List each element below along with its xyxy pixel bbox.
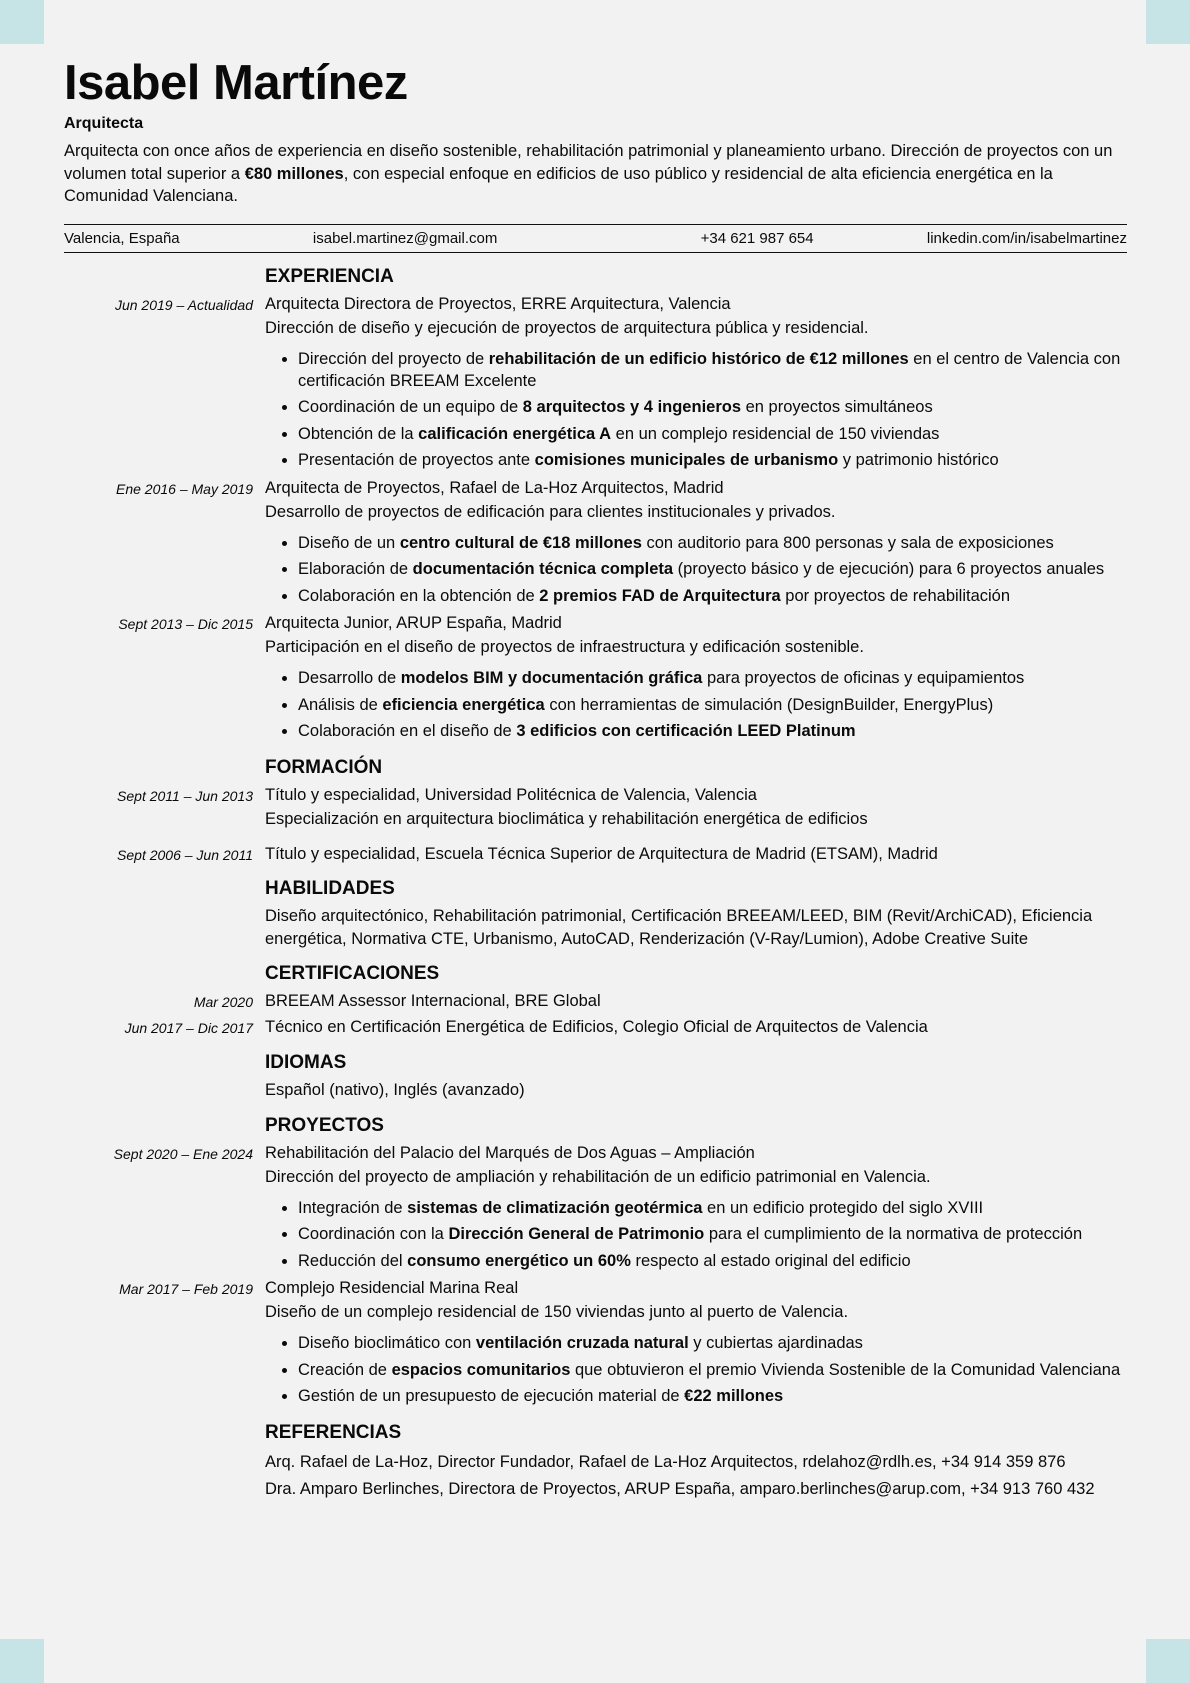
bullet-item: • Análisis de eficiencia energética con herramientas de simulación (DesignBuilder, EnergyPlus) xyxy=(298,694,1127,716)
reference-item: Arq. Rafael de La-Hoz, Director Fundador, Rafael de La-Hoz Arquitectos, rdelahoz@rdlh.es, +34 914 359 876 xyxy=(265,1453,1066,1471)
summary-text: Arquitecta con once años de experiencia en diseño sostenible, rehabilitación patrimonial y planeamiento urbano. Dirección de proyectos con un volumen total superior a xyxy=(64,142,1113,183)
entry-description: Especialización en arquitectura bioclimática y rehabilitación energética de edificios xyxy=(265,810,868,828)
project-entry xyxy=(119,1276,1127,1407)
entry-description: Diseño de un complejo residencial de 150 viviendas junto al puerto de Valencia. xyxy=(265,1303,849,1321)
section-title: CERTIFICACIONES xyxy=(265,963,440,984)
section-title: IDIOMAS xyxy=(265,1052,347,1073)
certifications-section xyxy=(64,962,1127,1039)
candidate-role: Arquitecta xyxy=(64,115,144,132)
bullet-item: • Dirección del proyecto de rehabilitación de un edificio histórico de €12 millones en el centro de Valencia con certificación BREEAM Excelente xyxy=(298,348,1127,392)
entry-date: Ene 2016 – May 2019 xyxy=(116,480,253,497)
summary-highlight: €80 millones xyxy=(244,164,344,183)
entry-date: Sept 2006 – Jun 2011 xyxy=(117,847,253,863)
corner-decoration xyxy=(1146,1639,1190,1683)
reference-item: Dra. Amparo Berlinches, Directora de Proyectos, ARUP España, amparo.berlinches@arup.com, +34 913 760 432 xyxy=(265,1480,1095,1498)
section-title: HABILIDADES xyxy=(265,878,395,899)
section-title: EXPERIENCIA xyxy=(265,265,394,287)
corner-decoration xyxy=(1146,0,1190,44)
bullet-item: • Coordinación con la Dirección General de Patrimonio para el cumplimiento de la normativa de protección xyxy=(298,1223,1127,1245)
contact-email[interactable]: isabel.martinez@gmail.com xyxy=(312,229,498,247)
section-title: FORMACIÓN xyxy=(265,757,383,778)
entry-date: Sept 2020 – Ene 2024 xyxy=(113,1145,253,1162)
bullet-item: • Diseño de un centro cultural de €18 millones con auditorio para 800 personas y sala de exposiciones xyxy=(298,532,1127,554)
contact-bar xyxy=(64,224,1127,253)
certification-name: Técnico en Certificación Energética de Edificios, Colegio Oficial de Arquitectos de Valencia xyxy=(265,1018,928,1036)
bullet-item: • Integración de sistemas de climatización geotérmica en un edificio protegido del siglo XVIII xyxy=(298,1197,1127,1219)
certification-entry xyxy=(193,989,1127,1013)
bullet-item: • Presentación de proyectos ante comisiones municipales de urbanismo y patrimonio histórico xyxy=(298,449,1127,471)
entry-date: Mar 2020 xyxy=(193,994,253,1010)
skills-section xyxy=(64,877,1127,950)
bullet-list xyxy=(265,348,1127,472)
experience-section xyxy=(64,265,1127,743)
projects-section xyxy=(64,1114,1127,1408)
summary-text: , con especial enfoque en edificios de uso público y residencial de alta eficiencia energética en la Comunidad Valenciana. xyxy=(64,164,1053,205)
contact-linkedin[interactable]: linkedin.com/in/isabelmartinez xyxy=(926,229,1127,247)
entry-date: Jun 2019 – Actualidad xyxy=(114,296,253,313)
entry-description: Dirección del proyecto de ampliación y rehabilitación de un edificio patrimonial en Valencia. xyxy=(265,1167,931,1186)
references-section xyxy=(64,1421,1127,1503)
bullet-item: • Reducción del consumo energético un 60% respecto al estado original del edificio xyxy=(298,1250,1127,1272)
entry-date: Sept 2011 – Jun 2013 xyxy=(117,788,253,804)
resume xyxy=(64,52,1127,1503)
entry-description: Dirección de diseño y ejecución de proyectos de arquitectura pública y residencial. xyxy=(265,318,869,337)
entry-description: Desarrollo de proyectos de edificación para clientes institucionales y privados. xyxy=(265,502,836,521)
entry-position: Arquitecta Junior, ARUP España, Madrid xyxy=(265,614,562,632)
bullet-item: • Diseño bioclimático con ventilación cruzada natural y cubiertas ajardinadas xyxy=(298,1332,1127,1354)
entry-date: Mar 2017 – Feb 2019 xyxy=(119,1281,253,1297)
entry-degree: Título y especialidad, Universidad Politécnica de Valencia, Valencia xyxy=(265,786,757,804)
candidate-name: Isabel Martínez xyxy=(64,56,408,110)
experience-entry xyxy=(114,292,1127,472)
languages-list: Español (nativo), Inglés (avanzado) xyxy=(265,1081,525,1099)
entry-position: Arquitecta Directora de Proyectos, ERRE Arquitectura, Valencia xyxy=(265,294,731,313)
bullet-list xyxy=(265,667,1127,742)
contact-phone[interactable]: +34 621 987 654 xyxy=(700,229,814,247)
entry-date: Jun 2017 – Dic 2017 xyxy=(124,1020,253,1036)
experience-entry xyxy=(116,476,1127,607)
bullet-item: • Gestión de un presupuesto de ejecución material de €22 millones xyxy=(298,1385,1127,1407)
bullet-list xyxy=(265,1332,1127,1407)
bullet-list xyxy=(265,1197,1127,1272)
certification-entry xyxy=(124,1015,1127,1039)
bullet-item: • Colaboración en la obtención de 2 premios FAD de Arquitectura por proyectos de rehabilitación xyxy=(298,585,1127,607)
section-title: PROYECTOS xyxy=(265,1114,384,1136)
project-entry xyxy=(113,1141,1127,1272)
bullet-item: • Desarrollo de modelos BIM y documentación gráfica para proyectos de oficinas y equipamientos xyxy=(298,667,1127,689)
bullet-item: • Obtención de la calificación energética A en un complejo residencial de 150 viviendas xyxy=(298,423,1127,445)
corner-decoration xyxy=(0,1639,44,1683)
bullet-item: • Elaboración de documentación técnica completa (proyecto básico y de ejecución) para 6 proyectos anuales xyxy=(298,558,1127,580)
education-section xyxy=(64,756,1127,866)
education-entry xyxy=(117,842,1127,866)
section-title: REFERENCIAS xyxy=(265,1422,402,1443)
skills-list: Diseño arquitectónico, Rehabilitación patrimonial, Certificación BREEAM/LEED, BIM (Revit/ArchiCAD), Eficiencia energética, Normativa CTE, Urbanismo, AutoCAD, Renderización (V-Ray/Lumion), Adobe Creative Suite xyxy=(265,907,1093,948)
entry-position: Arquitecta de Proyectos, Rafael de La-Hoz Arquitectos, Madrid xyxy=(265,478,724,497)
project-name: Rehabilitación del Palacio del Marqués de Dos Aguas – Ampliación xyxy=(265,1143,755,1162)
entry-degree: Título y especialidad, Escuela Técnica Superior de Arquitectura de Madrid (ETSAM), Madrid xyxy=(265,845,938,863)
project-name: Complejo Residencial Marina Real xyxy=(265,1279,519,1297)
bullet-list xyxy=(265,532,1127,607)
certification-name: BREEAM Assessor Internacional, BRE Global xyxy=(265,992,601,1010)
languages-section xyxy=(64,1051,1127,1102)
bullet-item: • Colaboración en el diseño de 3 edificios con certificación LEED Platinum xyxy=(298,720,1127,742)
contact-location: Valencia, España xyxy=(64,229,180,247)
entry-date: Sept 2013 – Dic 2015 xyxy=(118,616,253,632)
education-entry xyxy=(117,783,1127,831)
corner-decoration xyxy=(0,0,44,44)
bullet-item: • Coordinación de un equipo de 8 arquitectos y 4 ingenieros en proyectos simultáneos xyxy=(298,396,1127,418)
experience-entry xyxy=(118,611,1127,742)
summary xyxy=(64,140,1127,208)
entry-description: Participación en el diseño de proyectos de infraestructura y edificación sostenible. xyxy=(265,638,864,656)
bullet-item: • Creación de espacios comunitarios que obtuvieron el premio Vivienda Sostenible de la Comunidad Valenciana xyxy=(298,1359,1127,1381)
